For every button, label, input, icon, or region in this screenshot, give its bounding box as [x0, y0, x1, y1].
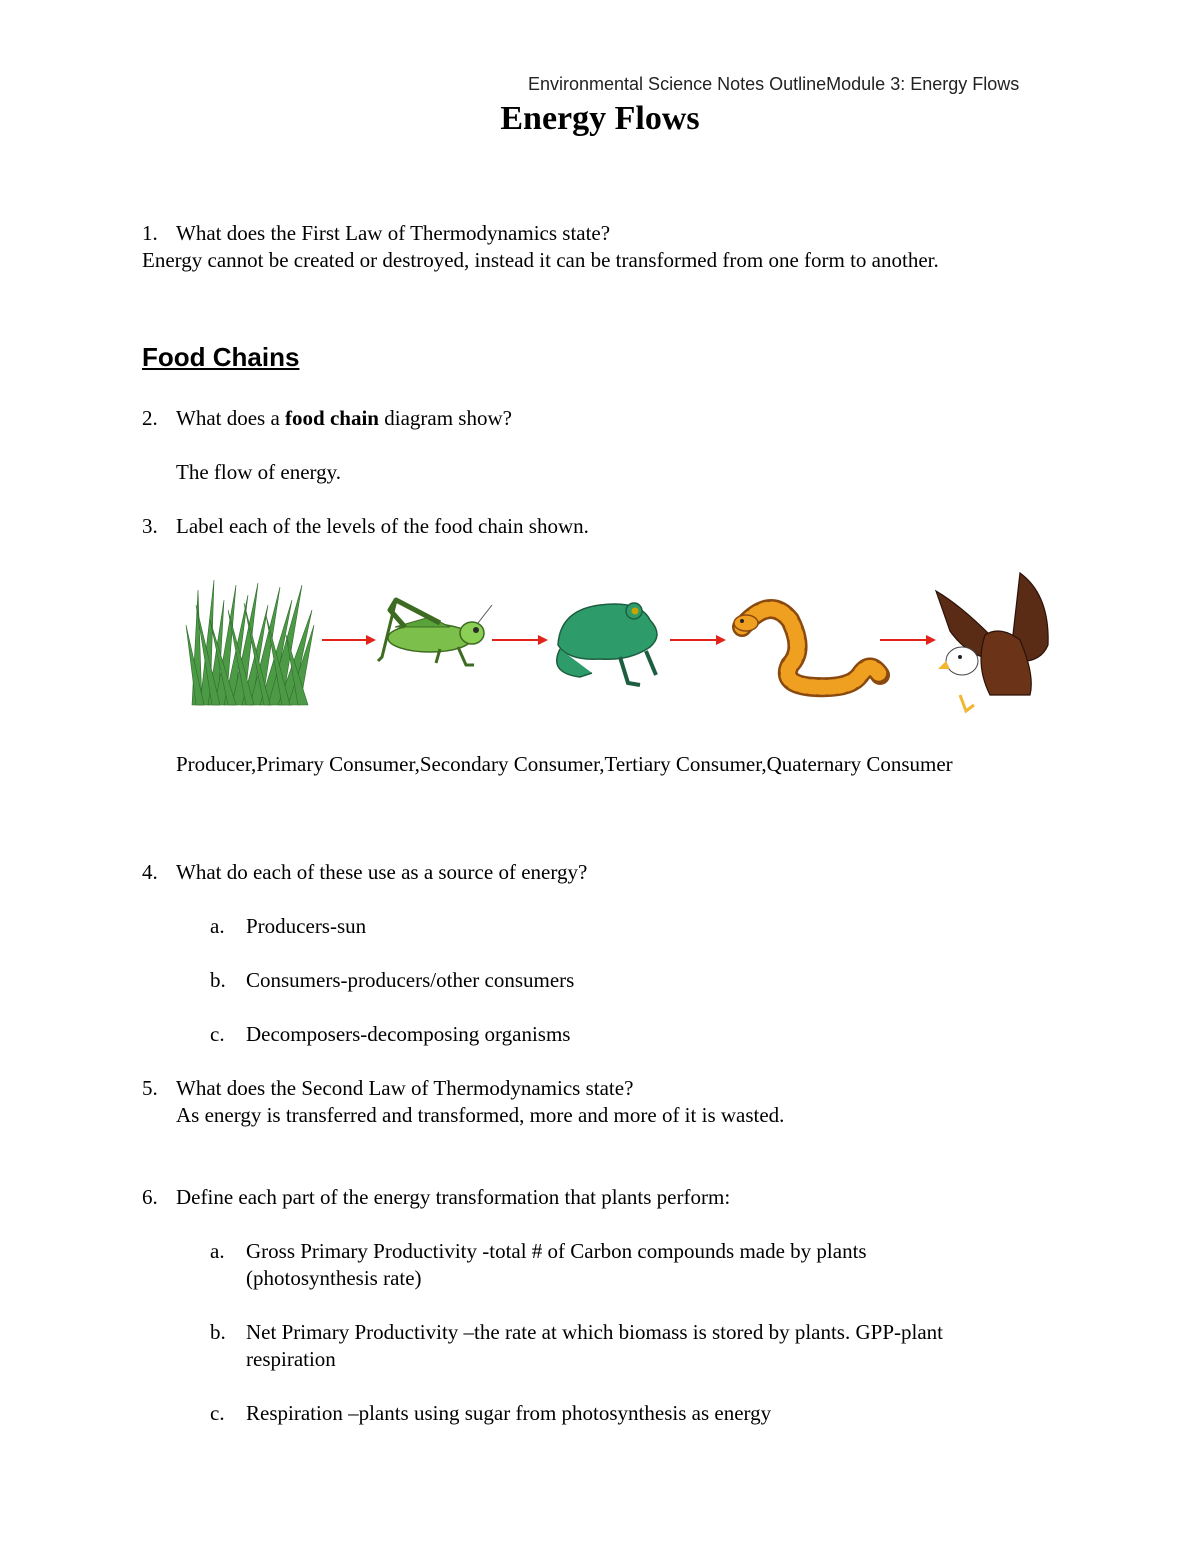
arrow-icon [880, 635, 936, 645]
eagle-illustration [936, 573, 1048, 711]
food-chain-diagram [0, 565, 1200, 725]
grass-illustration [186, 580, 314, 705]
question-text: Define each part of the energy transformation that plants perform: [176, 1185, 731, 1209]
section-heading-food-chains: Food Chains [142, 342, 300, 372]
list-letter: c. [210, 1022, 225, 1046]
question-number: 3. [142, 514, 158, 538]
list-text-line-1: Respiration –plants using sugar from photosynthesis as energy [246, 1401, 772, 1425]
list-text: Producers-sun [246, 914, 367, 938]
question-text: What does the Second Law of Thermodynamics state? [176, 1076, 634, 1100]
arrow-icon [492, 635, 548, 645]
running-header: Environmental Science Notes OutlineModule 3: Energy Flows [528, 74, 1020, 94]
list-text: Consumers-producers/other consumers [246, 968, 575, 992]
answer-2: The flow of energy. [176, 460, 342, 484]
arrow-icon [670, 635, 726, 645]
list-letter: b. [210, 1320, 226, 1344]
list-letter: a. [210, 1239, 225, 1263]
answer-3: Producer,Primary Consumer,Secondary Consumer,Tertiary Consumer,Quaternary Consumer [176, 752, 953, 776]
question-number: 2. [142, 406, 158, 430]
question-number: 4. [142, 860, 158, 884]
list-text-line-2: (photosynthesis rate) [246, 1266, 422, 1290]
list-text-line-1: Gross Primary Productivity -total # of Carbon compounds made by plants [246, 1239, 867, 1263]
list-letter: b. [210, 968, 226, 992]
snake-illustration [734, 609, 880, 687]
list-letter: a. [210, 914, 225, 938]
question-number: 1. [142, 221, 158, 245]
answer-1: Energy cannot be created or destroyed, instead it can be transformed from one form to another. [142, 248, 939, 272]
page-title: Energy Flows [500, 100, 700, 137]
question-number: 5. [142, 1076, 158, 1100]
question-text: What do each of these use as a source of energy? [176, 860, 588, 884]
bold-term: food chain [285, 406, 379, 430]
list-text-line-2: respiration [246, 1347, 336, 1371]
question-text: What does a food chain diagram show? [176, 406, 512, 430]
grasshopper-illustration [378, 600, 492, 665]
question-text: What does the First Law of Thermodynamics state? [176, 221, 611, 245]
frog-illustration [557, 603, 657, 685]
question-text: Label each of the levels of the food chain shown. [176, 514, 589, 538]
answer-5: As energy is transferred and transformed, more and more of it is wasted. [176, 1103, 785, 1127]
list-text-line-1: Net Primary Productivity –the rate at which biomass is stored by plants. GPP-plant [246, 1320, 943, 1344]
arrow-icon [322, 635, 376, 645]
question-number: 6. [142, 1185, 158, 1209]
list-letter: c. [210, 1401, 225, 1425]
list-text: Decomposers-decomposing organisms [246, 1022, 571, 1046]
